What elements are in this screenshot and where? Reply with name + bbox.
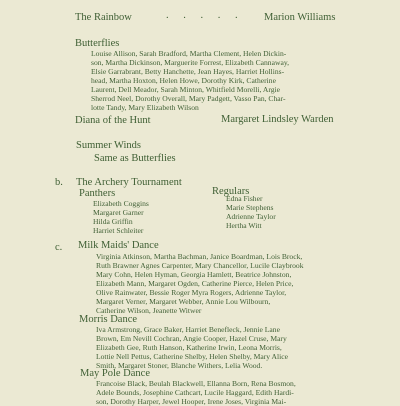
cast-line: Adele Bounds, Josephine Cathcart, Lucile Haggard, Edith Hardi- <box>96 388 294 397</box>
cast-line: Francoise Black, Beulah Blackwell, Ellanna Born, Rena Bosmon, <box>96 379 296 388</box>
butterflies-title: Butterflies <box>75 38 120 49</box>
team-member: Edna Fisher <box>226 194 263 203</box>
cast-line: Elizabeth Mann, Margaret Ogden, Catherine Pierce, Helen Price, <box>96 279 294 288</box>
rainbow-title: The Rainbow <box>75 12 132 23</box>
cast-line: Margaret Verner, Margaret Webber, Annie Lou Wilbourn, <box>96 297 271 306</box>
cast-line: head, Martha Hoxton, Helen Howe, Dorothy Kirk, Catherine <box>91 76 276 85</box>
cast-line: son, Dorothy Harper, Jewel Hooper, Irene Joses, Virginia Mai- <box>96 397 287 406</box>
butterflies-cast <box>91 49 289 112</box>
cast-line: Lottie Nell Pettus, Catherine Shelby, Helen Shelby, Mary Alice <box>96 352 288 361</box>
cast-line: Brown, Em Nevill Cochran, Angie Cooper, Hazel Cruse, Mary <box>96 334 287 343</box>
cast-line: Mary Cohn, Helen Hyman, Georgia Hamlett, Beatrice Johnston, <box>96 270 292 279</box>
summer-winds-note: Same as Butterflies <box>94 153 176 164</box>
cast-line: Louise Allison, Sarah Bradford, Martha Clement, Helen Dickin- <box>91 49 287 58</box>
cast-line: Sherrod Neel, Dorothy Overall, Mary Padgett, Vasso Pan, Char- <box>91 94 286 103</box>
regulars-heading: Regulars <box>212 186 250 197</box>
milk-maids-title: Milk Maids' Dance <box>78 240 159 251</box>
maypole-cast <box>96 379 296 406</box>
panthers-heading: Panthers <box>79 188 116 199</box>
regulars-list <box>226 194 276 230</box>
cast-line: Laurent, Dell Meador, Sarah Minton, Whitfield Morelli, Argie <box>91 85 281 94</box>
milk-maids-cast <box>96 252 304 315</box>
cast-line: Smith, Margaret Stoner, Blanche Withers, Lelia Wood. <box>96 361 263 370</box>
cast-line: Elsie Garrabrant, Betty Hanchette, Jean Hayes, Harriet Hollins- <box>91 67 285 76</box>
team-member: Adrienne Taylor <box>226 212 276 221</box>
diana-title: Diana of the Hunt <box>75 115 151 126</box>
summer-winds-title: Summer Winds <box>76 140 142 151</box>
morris-title: Morris Dance <box>79 314 138 325</box>
cast-line: Ruth Brawner Agnes Carpenter, Mary Chancellor, Lucile Claybrook <box>96 261 304 270</box>
team-member: Hilda Griffin <box>93 217 133 226</box>
cast-line: Catherine Wilson, Jeanette Witwer <box>96 306 202 315</box>
cast-line: Virginia Atkinson, Martha Bachman, Janice Boardman, Lois Brock, <box>96 252 303 261</box>
cast-line: lotte Tandy, Mary Elizabeth Wilson <box>91 103 199 112</box>
team-member: Marie Stephens <box>226 203 274 212</box>
milk-maids-letter: c. <box>55 242 63 253</box>
archery-title: The Archery Tournament <box>76 177 182 188</box>
leader-dots: . . . . . <box>166 10 244 21</box>
team-member: Elizabeth Coggins <box>93 199 149 208</box>
cast-line: son, Martha Dickinson, Marguerite Forrest, Elizabeth Cannaway, <box>91 58 290 67</box>
maypole-title: May Pole Dance <box>80 368 150 379</box>
archery-letter: b. <box>55 177 63 188</box>
cast-line: Olive Rainwater, Bessie Roger Myra Rogers, Adrienne Taylor, <box>96 288 287 297</box>
team-member: Harriet Schleiter <box>93 226 144 235</box>
cast-line: Elizabeth Gee, Ruth Hanson, Katherine Irwin, Leona Morris, <box>96 343 282 352</box>
diana-performer: Margaret Lindsley Warden <box>221 114 334 125</box>
team-member: Margaret Garner <box>93 208 144 217</box>
morris-cast <box>96 325 288 370</box>
team-member: Hertha Witt <box>226 221 262 230</box>
panthers-list <box>93 199 149 235</box>
rainbow-performer: Marion Williams <box>264 12 336 23</box>
cast-line: Iva Armstrong, Grace Baker, Harriet Benefleck, Jennie Lane <box>96 325 280 334</box>
